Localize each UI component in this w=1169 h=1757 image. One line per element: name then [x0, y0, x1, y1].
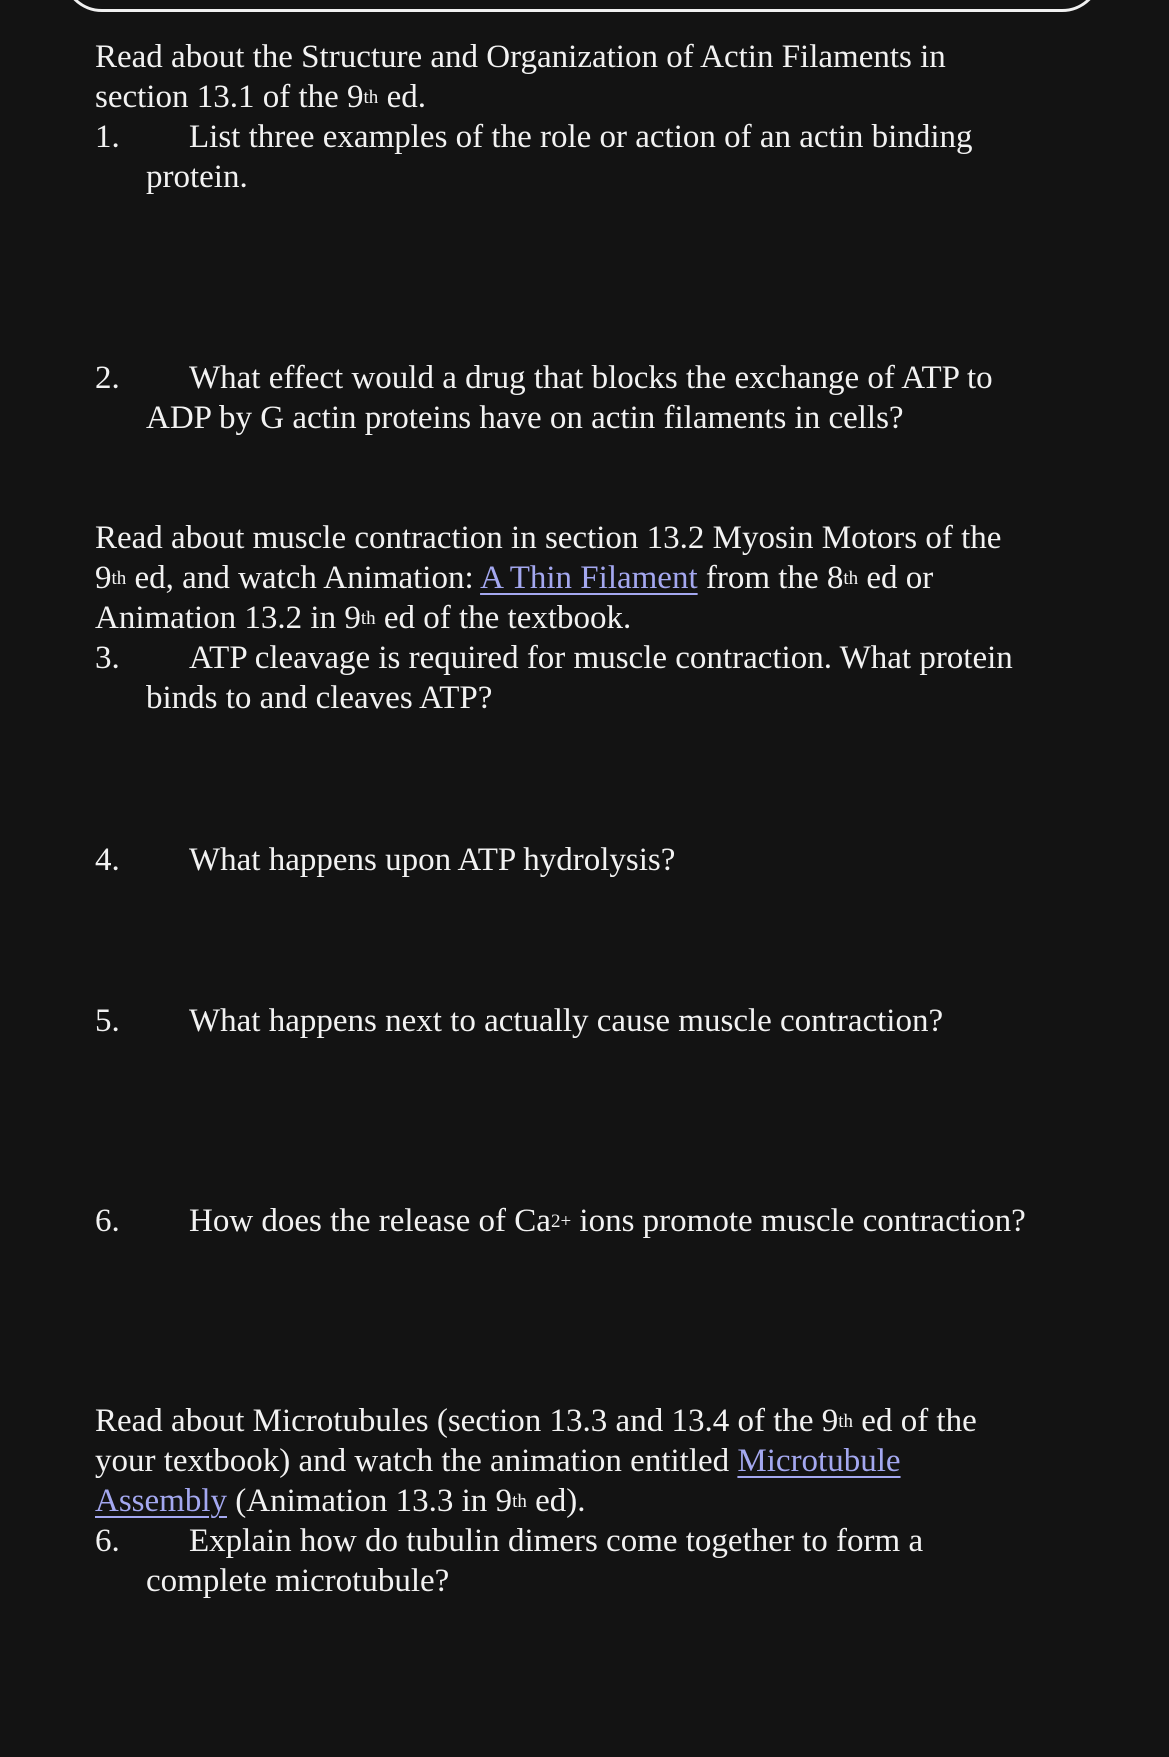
q3-line1: ATP cleavage is required for muscle contraction. What protein	[189, 640, 1013, 676]
q4-number: 4.	[95, 842, 120, 878]
section3-intro-line3: Assembly (Animation 13.3 in 9th ed).	[95, 1483, 586, 1519]
q2-line2: ADP by G actin proteins have on actin filaments in cells?	[146, 400, 904, 436]
section1-intro-line2: section 13.1 of the 9th ed.	[95, 79, 426, 115]
q4-text: What happens upon ATP hydrolysis?	[189, 842, 676, 878]
section2-intro-line3: Animation 13.2 in 9th ed of the textbook.	[95, 600, 632, 636]
q1-number: 1.	[95, 119, 120, 155]
q3-number: 3.	[95, 640, 120, 676]
superscript-th: th	[363, 87, 379, 108]
section3-intro-line1: Read about Microtubules (section 13.3 and 13.4 of the 9th ed of the	[95, 1403, 977, 1439]
section3-intro-line2: your textbook) and watch the animation entitled Microtubule	[95, 1443, 901, 1479]
q7-number: 6.	[95, 1523, 120, 1559]
q7-line1: Explain how do tubulin dimers come together to form a	[189, 1523, 924, 1559]
link-microtubule[interactable]: Microtubule	[737, 1443, 901, 1479]
q5-text: What happens next to actually cause muscle contraction?	[189, 1003, 944, 1039]
q5-number: 5.	[95, 1003, 120, 1039]
q2-line1: What effect would a drug that blocks the exchange of ATP to	[189, 360, 993, 396]
q1-line2: protein.	[146, 159, 248, 195]
superscript-charge: 2+	[550, 1211, 572, 1232]
section2-intro-line2: 9th ed, and watch Animation: A Thin Filament from the 8th ed or	[95, 560, 934, 596]
q6-text: How does the release of $Ca^{2+}$ ions promote muscle contraction?	[189, 1203, 1026, 1239]
q2-number: 2.	[95, 360, 120, 396]
section2-intro-line1: Read about muscle contraction in section 13.2 Myosin Motors of the	[95, 520, 1002, 556]
link-thin-filament[interactable]: A Thin Filament	[480, 560, 698, 596]
top-frame-border	[62, 0, 1102, 12]
q1-line1: List three examples of the role or action of an actin binding	[189, 119, 973, 155]
section1-intro-line1: Read about the Structure and Organization of Actin Filaments in	[95, 39, 946, 75]
q7-line2: complete microtubule?	[146, 1563, 450, 1599]
q6-number: 6.	[95, 1203, 120, 1239]
q3-line2: binds to and cleaves ATP?	[146, 680, 493, 716]
link-assembly[interactable]: Assembly	[95, 1483, 227, 1519]
